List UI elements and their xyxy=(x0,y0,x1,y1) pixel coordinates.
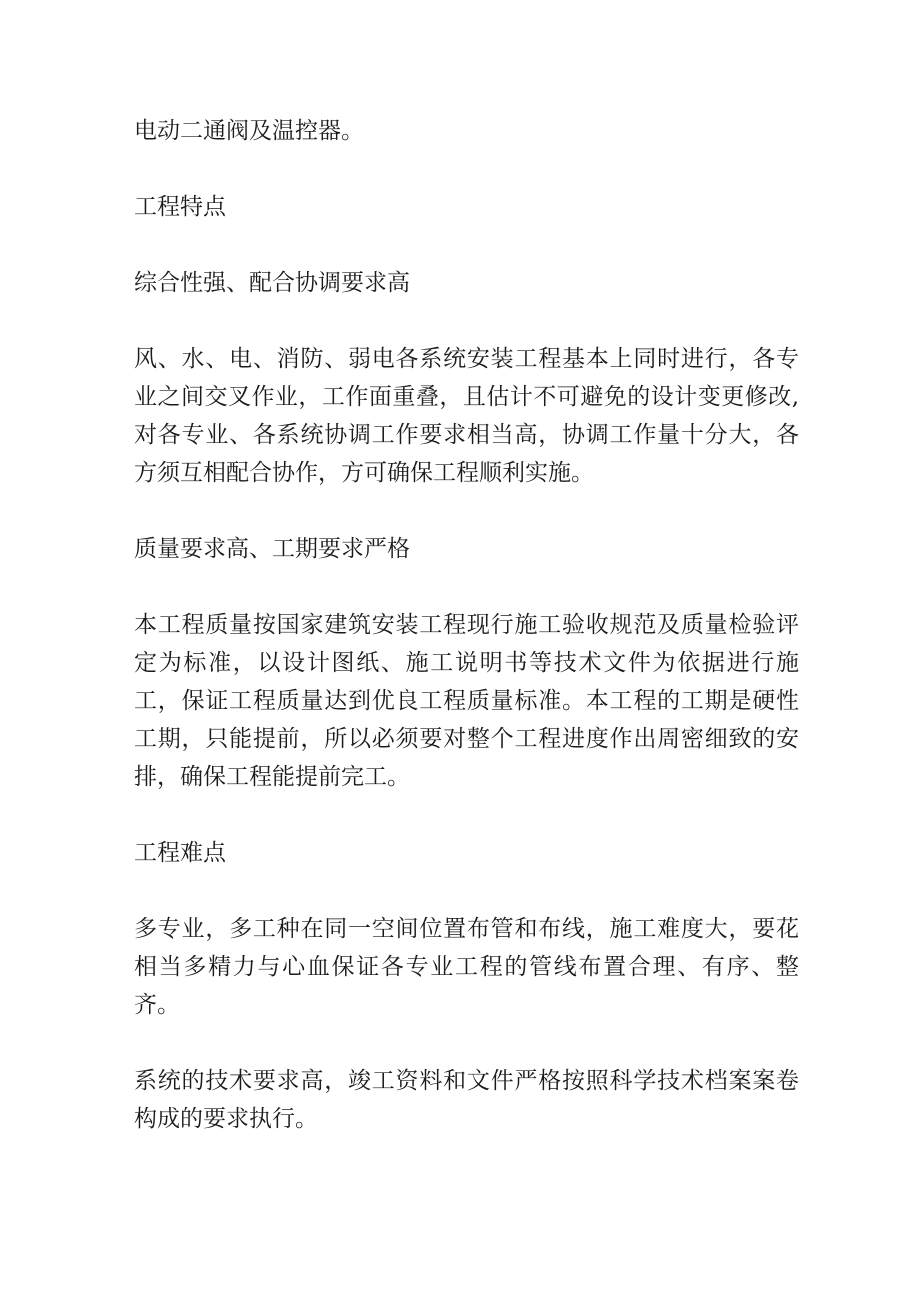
document-body xyxy=(134,112,799,1176)
paragraph-technical-requirements: 系统的技术要求高，竣工资料和文件严格按照科学技术档案案卷构成的要求执行。 xyxy=(134,1068,799,1132)
paragraph-quality-schedule: 本工程质量按国家建筑安装工程现行施工验收规范及质量检验评定为标准，以设计图纸、施工说明书等技术文件为依据进行施工，保证工程质量达到优良工程质量标准。本工程的工期是硬性工期，只能提前，所以必须要对整个工程进度作出周密细致的安排，确保工程能提前完工。 xyxy=(134,612,799,790)
heading-project-features: 工程特点 xyxy=(134,194,226,220)
paragraph-multi-discipline: 多专业，多工种在同一空间位置布管和布线，施工难度大，要花相当多精力与心血保证各专业工程的管线布置合理、有序、整齐。 xyxy=(134,916,799,1018)
paragraph-coordination: 风、水、电、消防、弱电各系统安装工程基本上同时进行，各专业之间交叉作业，工作面重叠，且估计不可避免的设计变更修改,对各专业、各系统协调工作要求相当高，协调工作量十分大，各方须互相配合协作，方可确保工程顺利实施。 xyxy=(134,346,799,486)
subheading-coordination: 综合性强、配合协调要求高 xyxy=(134,270,410,296)
heading-project-difficulties: 工程难点 xyxy=(134,840,226,866)
subheading-quality-schedule: 质量要求高、工期要求严格 xyxy=(134,536,410,562)
paragraph-valve-thermostat: 电动二通阀及温控器。 xyxy=(134,118,364,144)
